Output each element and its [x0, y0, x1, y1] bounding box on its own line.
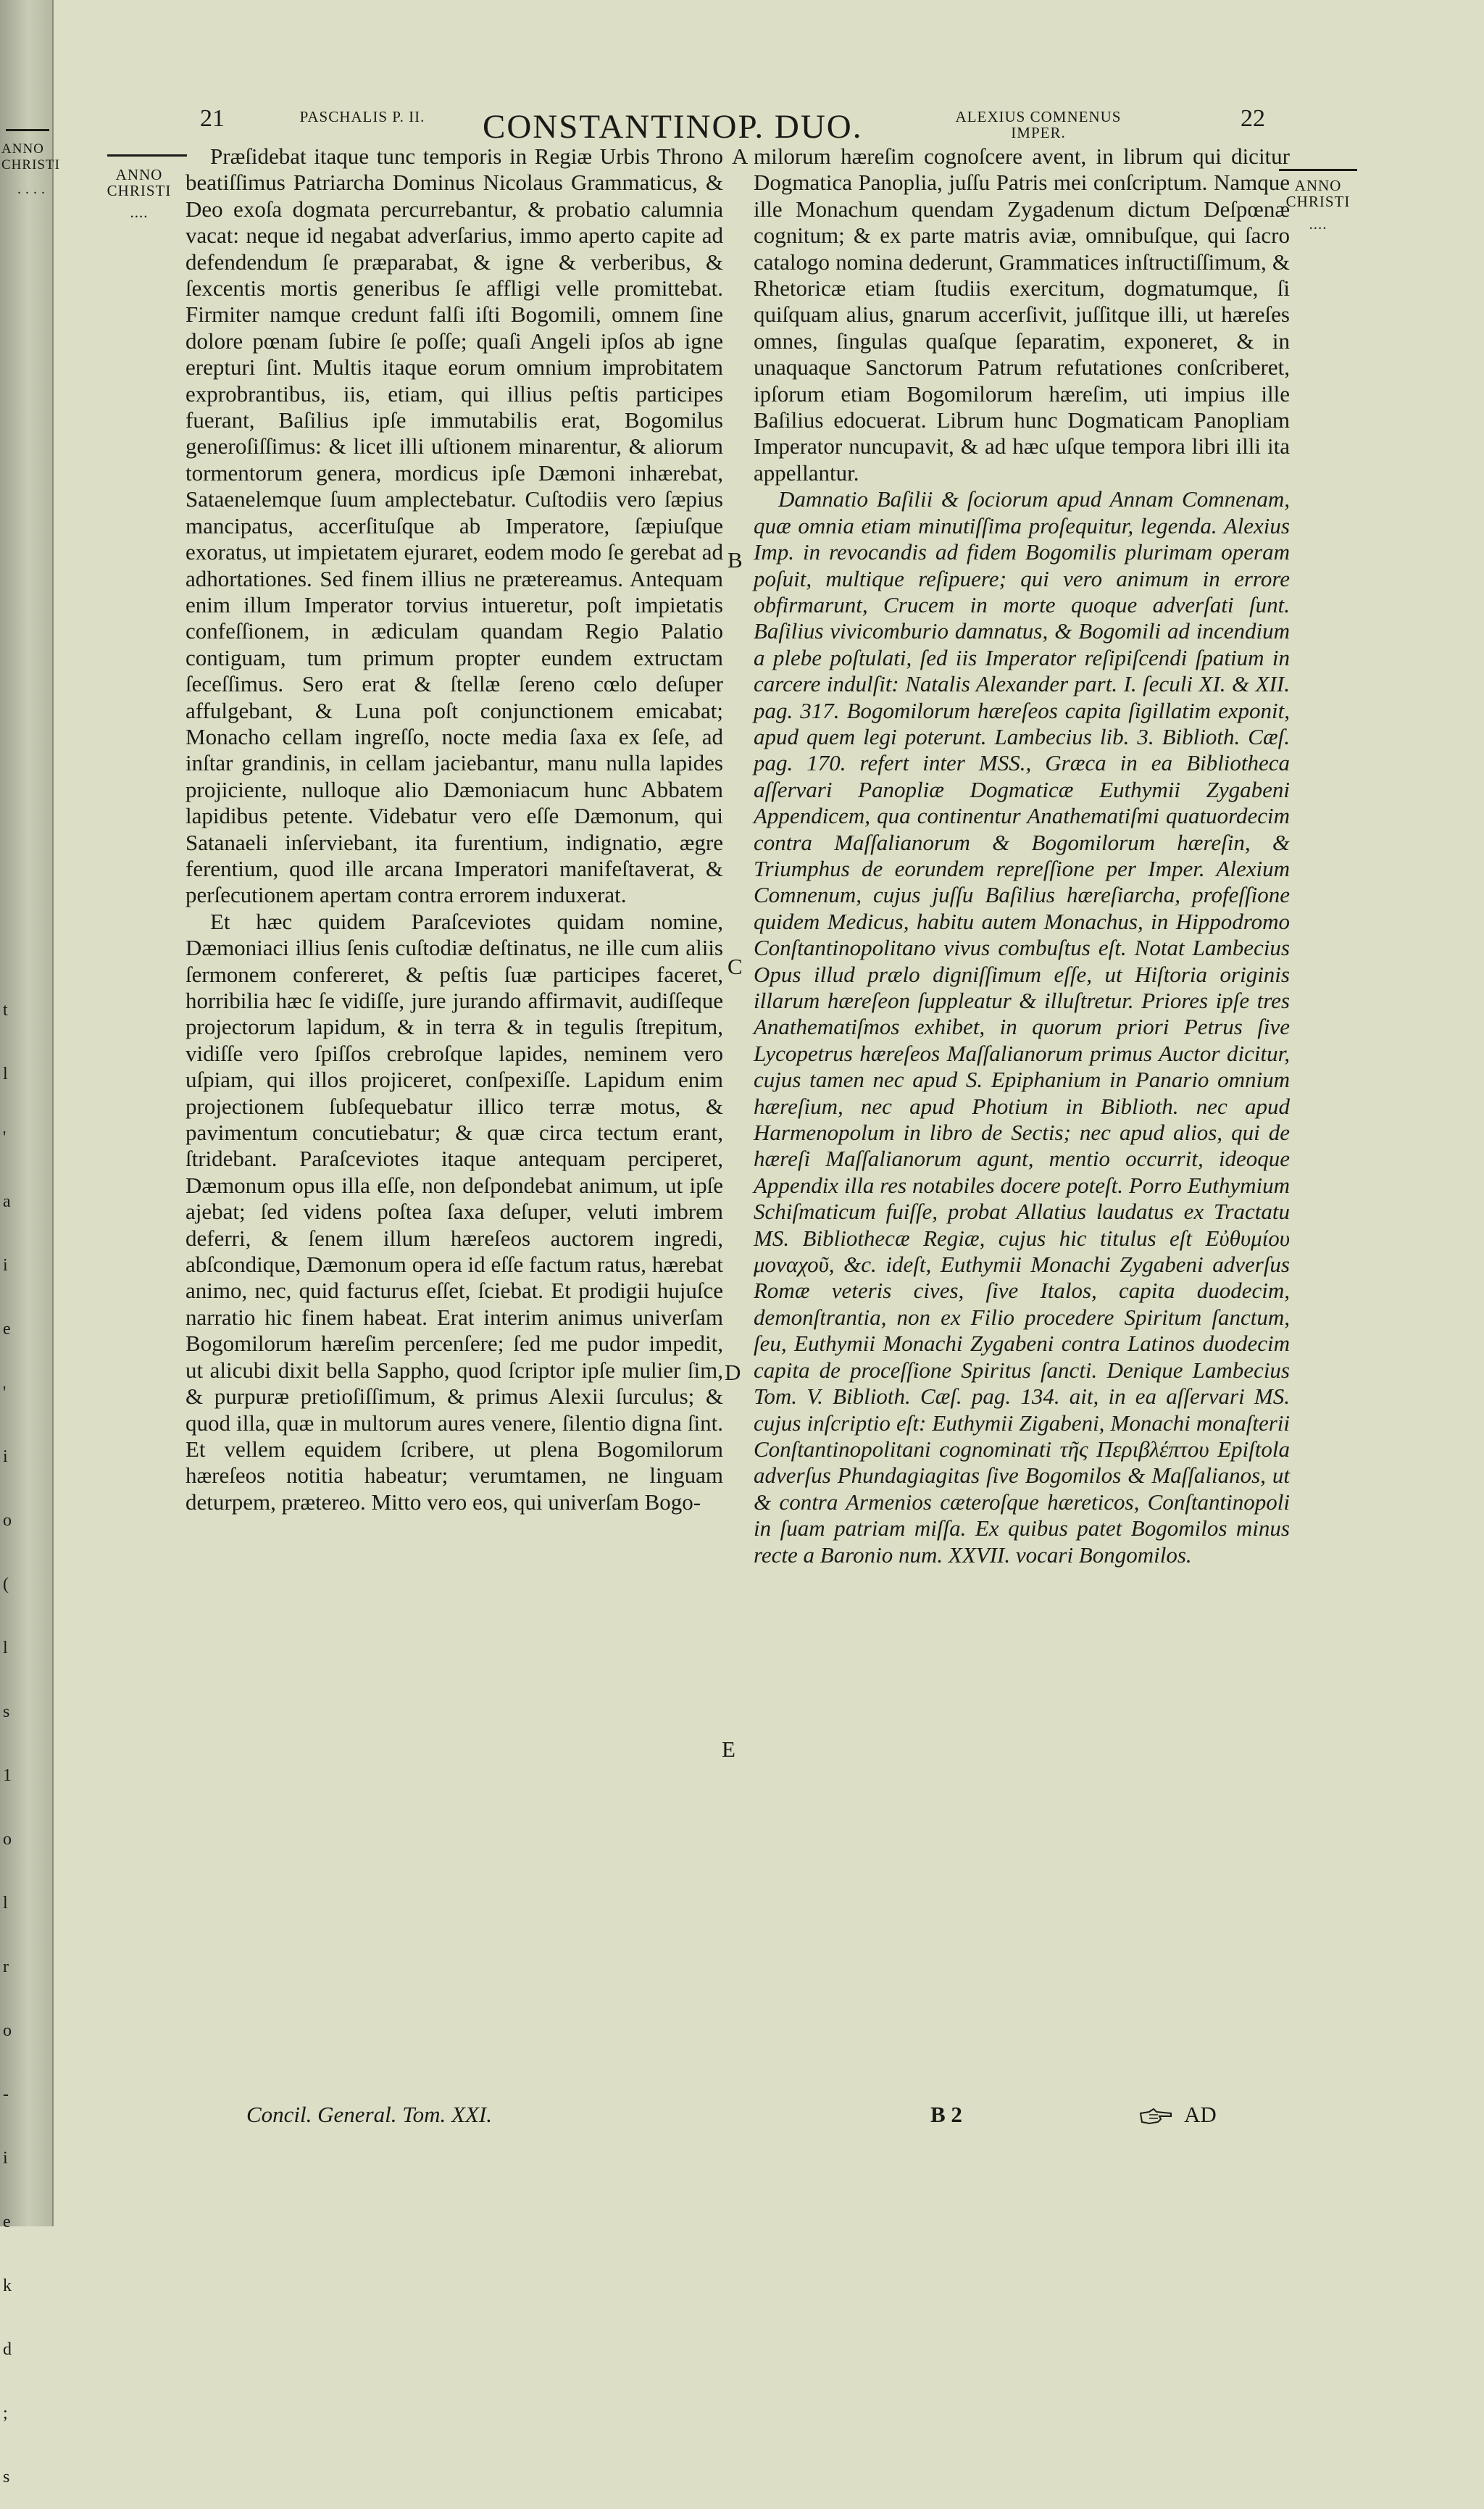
left-text-column [186, 143, 723, 1515]
section-letter-b: B [728, 547, 743, 573]
catchword-text: AD [1184, 2102, 1217, 2127]
spine-char: t [3, 1001, 8, 1020]
spine-char: k [3, 2276, 12, 2295]
section-letter-d: D [725, 1360, 741, 1385]
section-letter-a: A [732, 143, 749, 169]
page-number-left: 21 [200, 105, 225, 132]
emperor-header: ALEXIUS COMNENUS IMPER. [955, 108, 1122, 141]
spine-char: l [3, 1894, 8, 1913]
spine-char: o [3, 1830, 12, 1849]
left-paragraph-2: Et hæc quidem Paraſceviotes quidam nomine, Dæmoniaci illius ſenis cuſtodiæ deſtinatus, ne ille cum aliis ſermonem confereret, & peſtis ſuæ participes faceret, horribilia hæc ſe vidiſſe, jure jurando affirmavit, audiſſeque projectorum lapidum, & in terra & in tegulis ſtrepitum, vidiſſe vero ſpiſſos crebroſque lapides, neminem vero uſpiam, qui illos projiceret, conſpexiſſe. Lapidum enim projectionem ſubſequebatur illico terræ motus, & pavimentum concutiebatur; & quæ circa tectum erant, ſtridebant. Paraſceviotes itaque antequam perciperet, Dæmonum opus illa eſſe, non deſpondebat animum, ut ipſe ajebat; ſed videns poſtea ſaxa deſuper, veluti imbrem deferri, & ſenem illum hæreſeos auctorem ingredi, abſcondique, Dæmonum opera id eſſe factum ratus, hærebat animo, nec, quid facturus eſſet, ſciebat. Et prodigii hujuſce narratio hic finem habeat. Erat interim animus univerſam Bogomilorum hæreſim percenſere; ſed me pudor impedit, ut alicubi dixit bella Sappho, quod ſcriptor ipſe mulier ſim, & purpuræ pretioſiſſimum, & primus Alexii ſurculus; & quod illa, quæ in multorum aures venere, ſilentio digna ſint. Et vellem equidem ſcribere, ut plena Bogomilorum hæreſeos notitia habeatur; verumtamen, ne linguam deturpem, prætereo. Mitto vero eos, qui univerſam Bogo- [186, 908, 723, 1515]
spine-char: i [3, 1256, 8, 1275]
spine-dots: .... [17, 181, 49, 197]
spine-char: 1 [3, 1766, 12, 1785]
section-letter-e: E [722, 1736, 735, 1762]
left-margin-anno-christi: ANNO CHRISTI [107, 166, 172, 199]
spine-char: - [3, 2085, 9, 2104]
spine-char: ' [3, 1384, 7, 1402]
adjacent-page-edge [0, 0, 60, 2487]
left-paragraph-1: Præſidebat itaque tunc temporis in Regiæ Urbis Throno beatiſſimus Patriarcha Dominus Nicolaus Grammaticus, & Deo exoſa dogmata percurrebantur, & probatio calumnia vacat: neque id negabat adverſarius, immo aperto capite ad defendendum ſe præparabat, & igne & verberibus, & ſexcentis mortis generibus ſe affligi velle promittebat. Firmiter namque credunt falſi iſti Bogomili, omnem ſine dolore pœnam ſubire ſe poſſe; quaſi Angeli ipſos ab igne erepturi ſint. Multis itaque eorum omnium improbitatem exprobrantibus, iis, etiam, qui illius peſtis participes fuerant, Baſilius ipſe immutabilis erat, Bogomilus generoſiſſimus: & licet illi uſtionem minarentur, & aliorum tormentorum genera, mordicus ipſe Dæmoni inhærebat, Sataenelemque ſuum amplectebatur. Cuſtodiis vero ſæpius mancipatus, accerſituſque ab Imperatore, ſæpiuſque exoratus, ut impietatem ejuraret, eodem modo ſe gerebat ad adhortationes. Sed finem illius ne prætereamus. Antequam enim illum Imperator torvius intueretur, poſt impietatis confeſſionem, in ædiculam quandam Regio Palatio contiguam, tum primum propter eundem extructam ſeceſſimus. Sero erat & ſtellæ ſereno cœlo deſuper affulgebant, & Luna poſt conjunctionem emicabat; Monacho cellam ingreſſo, nocte media ſaxa ex ſeſe, ad inſtar grandinis, in cellam jaciebantur, manu nulla lapides projiciente, nulloque alio Dæmoniacum hunc Abbatem lapidibus petente. Videbatur vero eſſe Dæmonum, qui Satanaeli inſerviebant, ita furentium, indignatio, ægre ferentium, quod ille arcana Imperatori manifeſtaverat, & perſecutionem apertam contra errorem induxerat. [186, 143, 723, 908]
right-margin-rule [1279, 169, 1357, 171]
spine-char: i [3, 2149, 8, 2168]
running-title: CONSTANTINOP. DUO. [483, 108, 863, 146]
editorial-note: Damnatio Baſilii & ſociorum apud Annam Comnenam, quæ omnia etiam minutiſſima proſequitur, legenda. Alexius Imp. in revocandis ad fidem Bogomilis plurimam operam poſuit, multique reſipuere; qui vero animum in errore obfirmarunt, Crucem in morte quoque adverſati ſunt. Baſilius vivicomburio damnatus, & Bogomili ad incendium a plebe poſtulati, ſed iis Imperator reſipiſcendi ſpatium in carcere indulſit: Natalis Alexander part. I. ſeculi XI. & XII. pag. 317. Bogomilorum hæreſeos capita ſigillatim exponit, apud quem legi poterunt. Lambecius lib. 3. Biblioth. Cæſ. pag. 170. refert inter MSS., Græca in ea Bibliotheca aſſervari Panopliæ Dogmaticæ Euthymii Zygabeni Appendicem, qua continentur Anathematiſmi quatuordecim contra Maſſalianorum & Bogomilorum hæreſin, & Triumphus de eorundem repreſſione per Imper. Alexium Comnenum, cujus juſſu Baſilius hæreſiarcha, profeſſione quidem Medicus, habitu autem Monachus, in Hippodromo Conſtantinopolitano vivus combuſtus eſt. Notat Lambecius Opus illud prælo digniſſimum eſſe, ut Hiſtoria originis illarum hæreſeon ſuppleatur & illuſtretur. Priores ipſe tres Anathematiſmos exhibet, in quorum priori Petrus ſive Lycopetrus hæreſeos Maſſalianorum primus Auctor dicitur, cujus tamen nec apud S. Epiphanium in Panario omnium hæreſium, nec apud Photium in Biblioth. nec apud Harmenopolum in libro de Sectis; nec apud alios, qui de hæreſi Maſſalianorum agunt, mentio occurrit, ideoque Appendix illa res notabiles docere poteſt. Porro Euthymium Schiſmaticum fuiſſe, probat Allatius laudatus ex Tractatu MS. Bibliothecæ Regiæ, cujus hic titulus eſt Εὐθυμίου μοναχοῦ, &c. ideſt, Euthymii Monachi Zygabeni adverſus Romæ veteris cives, ſive Italos, capita duodecim, demonſtrantia, non ex Filio procedere Spiritum ſanctum, ſeu, Euthymii Monachi Zygabeni contra Latinos duodecim capita de proceſſione Spiritus ſancti. Denique Lambecius Tom. V. Biblioth. Cæſ. pag. 134. ait, in ea aſſervari MS. cujus inſcriptio eſt: Euthymii Zigabeni, Monachi monaſterii Conſtantinopolitani cognominati τῆς Περιβλέπτου Epiſtola adverſus Phundagiagitas ſive Bogomilos & Maſſalianos, ut & contra Armenios cæteroſque hæreticos, Conſtantinopoli in ſuam patriam miſſa. Ex quibus patet Bogomilos minus recte a Baronio num. XXVII. vocari Bongomilos. [754, 486, 1290, 1568]
page-number-right: 22 [1241, 105, 1265, 132]
footer-catchword [1139, 2102, 1217, 2128]
section-letter-c: C [728, 954, 743, 979]
right-paragraph-1: milorum hæreſim cognoſcere avent, in librum qui dicitur Dogmatica Panoplia, juſſu Patris mei conſcriptum. Namque ille Monachum quendam Zygadenum dictum Deſpœnæ cognitum; & ex parte matris aviæ, omnibuſque, qui ſacro catalogo nomina dederunt, Grammatices inſtructiſſimum, & Rhetoricæ etiam ſtudiis exercitum, dogmatumque, ſi quiſquam alius, gnarum accerſivit, juſſitque illi, ut hæreſes omnes, ſingulas quaſque ſeparatim, exponeret, & in unaquaque Sanctorum Patrum refutationes conſcriberet, ipſorum etiam Bogomilorum hæreſim, uti impius ille Baſilius edocuerat. Librum hunc Dogmaticam Panopliam Imperator nuncupavit, & ad hæc uſque tempora libri illi ita appellantur. [754, 143, 1290, 486]
spine-char: s [3, 1702, 10, 1721]
spine-char: l [3, 1639, 8, 1657]
spine-char: o [3, 2021, 12, 2040]
footer-volume-title: Concil. General. Tom. XXI. [246, 2102, 492, 2127]
spine-char: ' [3, 1128, 7, 1147]
spine-char: r [3, 1957, 9, 1976]
spine-char: e [3, 2213, 11, 2231]
spine-char: l [3, 1065, 8, 1083]
pope-header: PASCHALIS P. II. [299, 108, 425, 125]
spine-char: ( [3, 1575, 9, 1594]
spine-char: i [3, 1447, 8, 1466]
footer-signature-mark: B 2 [930, 2102, 962, 2127]
spine-char: e [3, 1320, 11, 1339]
spine-rule [6, 129, 49, 131]
spine-char: d [3, 2340, 12, 2359]
spine-char: o [3, 1511, 12, 1530]
spine-character-fragments [3, 978, 12, 2509]
spine-char: s [3, 2468, 10, 2487]
right-margin-dots: .... [1309, 215, 1327, 233]
pointing-hand-icon [1139, 2108, 1174, 2126]
spine-char: ; [3, 2404, 8, 2423]
right-text-column [754, 143, 1290, 1568]
right-margin-anno-christi: ANNO CHRISTI [1285, 177, 1351, 210]
spine-char: a [3, 1192, 11, 1211]
left-margin-dots: .... [130, 204, 149, 221]
left-margin-rule [107, 154, 187, 157]
spine-anno-christi-label: ANNO CHRISTI [1, 141, 60, 172]
